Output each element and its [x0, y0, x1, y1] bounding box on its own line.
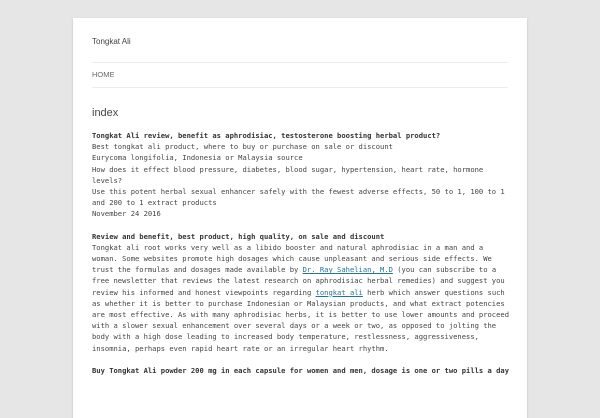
header-divider [92, 62, 508, 63]
section-1-date: November 24 2016 [92, 209, 161, 219]
tongkat-ali-link[interactable]: tongkat ali [315, 287, 363, 297]
section-2-text: (you can subscribe to a free newsletter that reviews the latest research on aphrodisiac herbal remedies) and suggest you review his informed and honest viewpoints regarding [92, 265, 505, 297]
entry-content [92, 130, 512, 387]
section-1-line: Best tongkat ali product, where to buy or purchase on sale or discount [92, 142, 393, 152]
section-2-text: Tongkat ali root works very well as a libido booster and natural aphrodisiac in a man and a woman. Some websites promote high dosages which cause unpleasant and serious side effects. We trust the formulas and dosages made available by [92, 242, 492, 275]
section-1-line: How does it effect blood pressure, diabetes, blood sugar, hypertension, heart rate, hormone levels? [92, 164, 484, 185]
section-2-text: herb which answer questions such as whether it is better to purchase Indonesian or Malaysian products, and what extract potencies are most effective. As with many aphrodisiac herbs, it is better to use lower amounts and proceed with a slower sexual enhancement over several days or a week or two, as opposed to jolting the body with a high dose leading to increased body temperature, restlessness, aggressiveness, insomnia, perhaps even rapid heart rate or an irregular heart rhythm. [92, 287, 510, 353]
entry-title: index [92, 107, 119, 119]
page-container [73, 18, 527, 418]
section-1-heading: Tongkat Ali review, benefit as aphrodisiac, testosterone boosting herbal product? [92, 131, 441, 140]
section-2-heading: Review and benefit, best product, high quality, on sale and discount [92, 231, 385, 241]
site-title[interactable]: Tongkat Ali [92, 37, 131, 46]
dr-ray-sahelian-link[interactable]: Dr. Ray Sahelian, M.D [302, 265, 393, 275]
section-1-line: Eurycoma longifolia, Indonesia or Malaysia source [92, 153, 303, 163]
section-1-line: Use this potent herbal sexual enhancer safely with the fewest adverse effects, 50 to 1, 100 to 1 and 200 to 1 extract products [92, 187, 505, 208]
section-3-heading: Buy Tongkat Ali powder 200 mg in each capsule for women and men, dosage is one or two pills a day [92, 365, 510, 375]
section-1 [92, 130, 512, 220]
section-3 [92, 365, 512, 376]
nav-home-link[interactable]: HOME [92, 70, 115, 79]
section-2 [92, 231, 512, 354]
nav-divider [92, 87, 508, 88]
